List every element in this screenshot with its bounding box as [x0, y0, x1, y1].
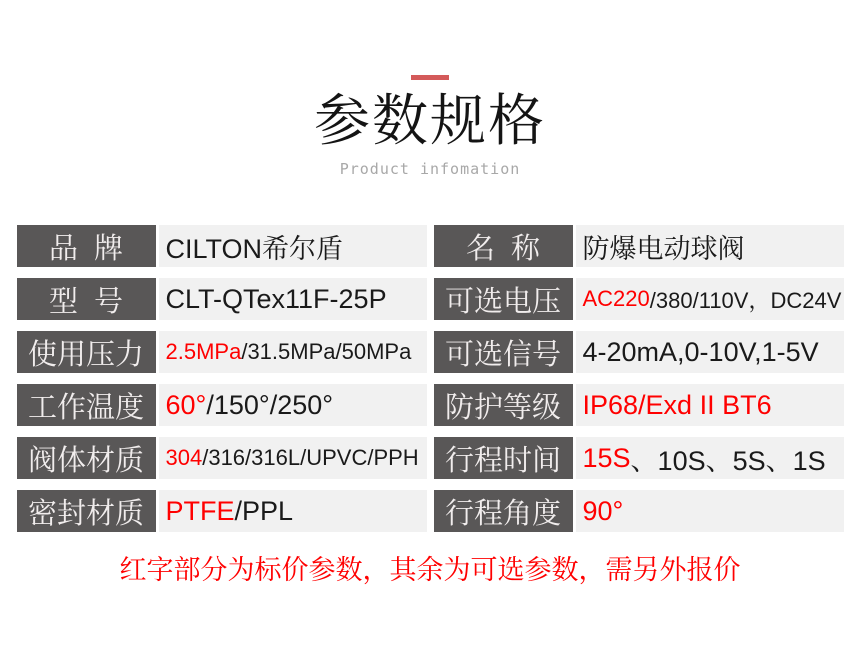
- page-subtitle: Product infomation: [339, 160, 521, 179]
- spec-row-right-0: [434, 225, 844, 267]
- spec-value-segment: 4-20mA,0-10V,1-5V: [582, 336, 819, 367]
- spec-column-left: [17, 225, 427, 532]
- spec-row-right-1: [434, 278, 844, 320]
- spec-label: 行程角度: [434, 490, 573, 532]
- spec-row-left-1: [17, 278, 427, 320]
- page-title: 参数规格: [314, 89, 546, 152]
- spec-value: [159, 384, 427, 426]
- spec-value: [159, 278, 427, 320]
- spec-row-right-5: [434, 490, 844, 532]
- spec-value: [159, 490, 427, 532]
- spec-column-right: [434, 225, 844, 532]
- spec-row-right-2: [434, 331, 844, 373]
- spec-label: 阀体材质: [17, 437, 156, 479]
- spec-value: [159, 331, 427, 373]
- spec-value-segment: 防爆电动球阀: [582, 233, 745, 264]
- spec-label: 可选信号: [434, 331, 573, 373]
- spec-value-segment: 60°: [165, 389, 207, 420]
- spec-value-segment: 2.5MPa: [165, 339, 242, 365]
- spec-label: 密封材质: [17, 490, 156, 532]
- spec-value: [159, 437, 427, 479]
- spec-label: 可选电压: [434, 278, 573, 320]
- spec-value-segment: /316/316L/UPVC/PPH: [202, 445, 419, 471]
- spec-row-left-3: [17, 384, 427, 426]
- spec-value-segment: CLT-QTex11F-25P: [165, 283, 387, 314]
- spec-row-left-5: [17, 490, 427, 532]
- spec-row-left-2: [17, 331, 427, 373]
- spec-value-segment: PTFE: [165, 495, 235, 526]
- spec-value: [576, 490, 844, 532]
- spec-label: 型号: [17, 278, 156, 320]
- spec-row-right-3: [434, 384, 844, 426]
- spec-table: [17, 225, 844, 532]
- spec-value-segment: /150°/250°: [206, 389, 334, 420]
- spec-label: 名称: [434, 225, 573, 267]
- spec-value: [159, 225, 427, 267]
- spec-row-right-4: [434, 437, 844, 479]
- spec-value-segment: /31.5MPa/50MPa: [241, 339, 412, 365]
- spec-value-segment: IP68/Exd II BT6: [582, 389, 772, 420]
- spec-label: 品牌: [17, 225, 156, 267]
- spec-value: [576, 384, 844, 426]
- spec-value: [576, 225, 844, 267]
- spec-value-segment: CILTON希尔盾: [165, 233, 344, 264]
- spec-value-segment: 、10S、5S、1S: [630, 445, 826, 476]
- spec-label: 行程时间: [434, 437, 573, 479]
- accent-dash: [411, 75, 449, 80]
- spec-label: 防护等级: [434, 384, 573, 426]
- spec-value: [576, 331, 844, 373]
- spec-value: [576, 437, 844, 479]
- pricing-note: 红字部分为标价参数，其余为可选参数，需另外报价: [119, 555, 741, 586]
- spec-value-segment: AC220: [582, 286, 650, 312]
- spec-row-left-4: [17, 437, 427, 479]
- spec-value: [576, 278, 844, 320]
- spec-value-segment: /PPL: [234, 495, 294, 526]
- spec-label: 使用压力: [17, 331, 156, 373]
- spec-label: 工作温度: [17, 384, 156, 426]
- spec-row-left-0: [17, 225, 427, 267]
- spec-value-segment: 304: [165, 445, 203, 471]
- spec-value-segment: 15S: [582, 442, 631, 473]
- spec-value-segment: 90°: [582, 495, 624, 526]
- spec-value-segment: /380/110V，DC24V: [649, 287, 842, 313]
